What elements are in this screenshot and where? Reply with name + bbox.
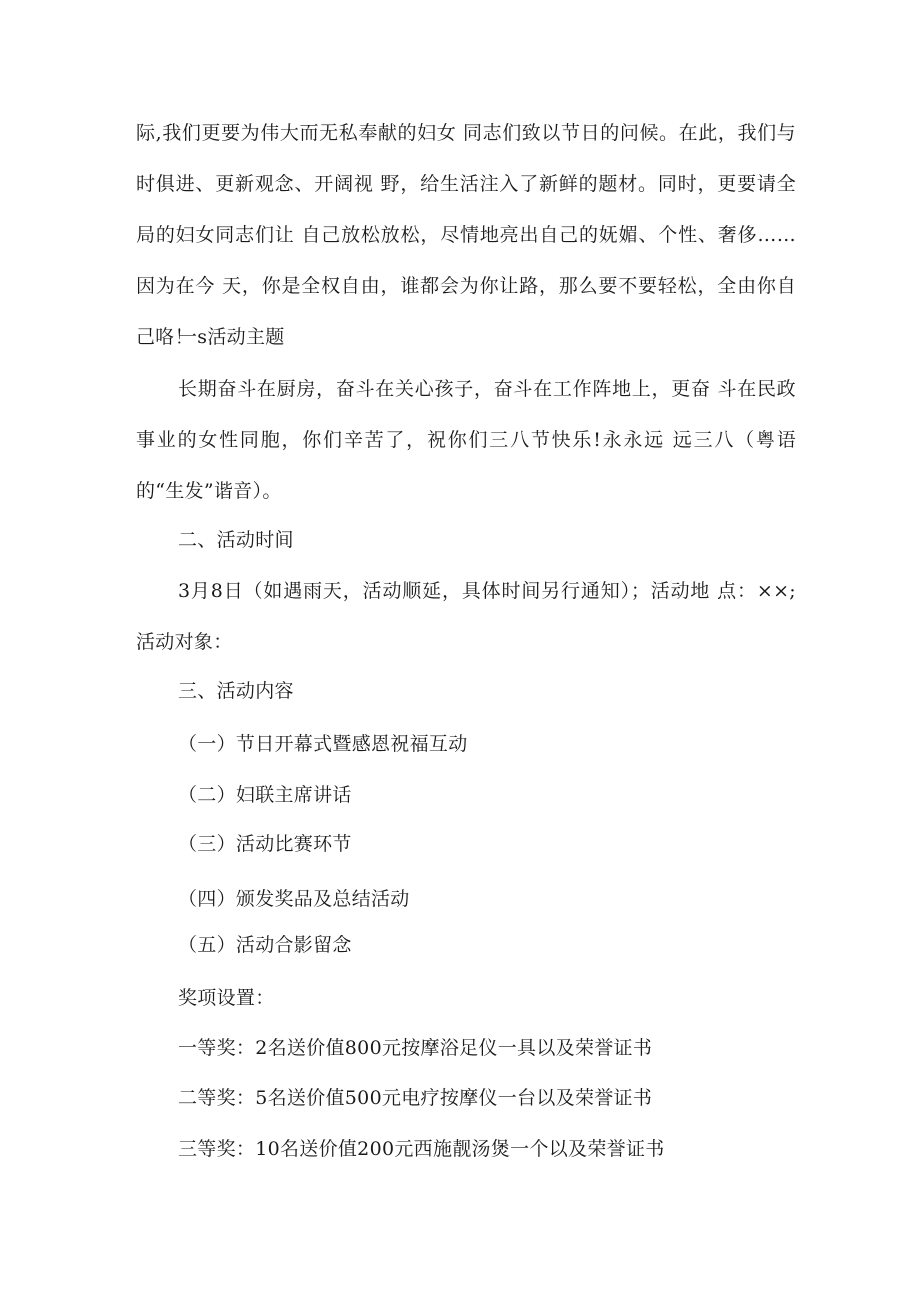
award-second: 二等奖：5名送价值500元电疗按摩仪一台以及荣誉证书 <box>178 1087 653 1109</box>
content-item-2: （二）妇联主席讲话 <box>178 784 352 806</box>
award-third: 三等奖：10名送价值200元西施靓汤煲一个以及荣誉证书 <box>178 1138 665 1160</box>
content-item-5: （五）活动合影留念 <box>178 934 352 956</box>
section-heading-theme: 一s活动主题 <box>178 326 285 348</box>
section-heading-time: 二、活动时间 <box>178 529 294 551</box>
award-first: 一等奖：2名送价值800元按摩浴足仪一具以及荣誉证书 <box>178 1037 653 1059</box>
section-heading-content: 三、活动内容 <box>178 680 294 702</box>
awards-heading: 奖项设置： <box>178 987 275 1009</box>
content-item-1: （一）节日开幕式暨感恩祝福互动 <box>178 733 468 755</box>
time-paragraph: 3月8日（如遇雨天，活动顺延，具体时间另行通知）；活动地 点：××;活动对象： <box>136 580 796 653</box>
content-item-4: （四）颁发奖品及总结活动 <box>178 888 410 910</box>
theme-paragraph: 长期奋斗在厨房，奋斗在关心孩子，奋斗在工作阵地上，更奋 斗在民政事业的女性同胞，你们辛苦了，祝你们三八节快乐!永永远 远三八（粤语的“生发”谐音）。 <box>136 378 796 502</box>
intro-paragraph: 际,我们更要为伟大而无私奉献的妇女 同志们致以节日的问候。在此，我们与时俱进、更新观念、开阔视 野，给生活注入了新鲜的题材。同时，更要请全局的妇女同志们让 自己放松放松，尽情地亮出自己的妩媚、个性、奢侈……因为在今 天，你是全权自由，谁都会为你让路，那么要不要轻松，全由你自 己咯！ <box>136 122 796 348</box>
content-item-3: （三）活动比赛环节 <box>178 833 352 855</box>
